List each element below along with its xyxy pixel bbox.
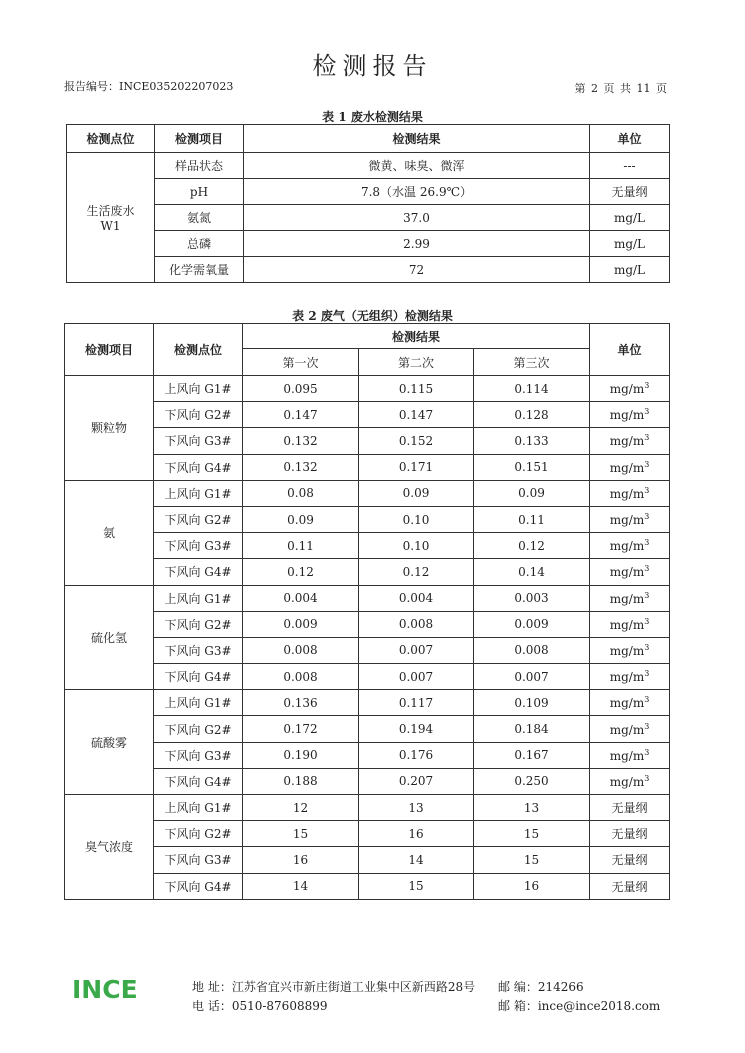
unit-exponent: 3 bbox=[644, 695, 650, 705]
t2-cell-value: 0.114 bbox=[474, 376, 590, 402]
unit-text: mg/m bbox=[609, 565, 645, 580]
t2-cell-value: 14 bbox=[243, 873, 359, 899]
t2-cell-value: 0.008 bbox=[474, 637, 590, 663]
t2-cell-value: 0.095 bbox=[243, 376, 359, 402]
t2-cell-value: 0.184 bbox=[474, 716, 590, 742]
t2-cell-unit bbox=[590, 585, 670, 611]
document-title: 检测报告 bbox=[312, 52, 433, 80]
t2-cell-value: 16 bbox=[243, 847, 359, 873]
unit-text: 无量纲 bbox=[611, 879, 648, 894]
unit-text: 无量纲 bbox=[611, 853, 648, 868]
t2-cell-point: 下风向 G2# bbox=[154, 402, 243, 428]
unit-text: mg/m bbox=[609, 643, 645, 658]
page-info: 第 2 页 共 11 页 bbox=[574, 82, 667, 95]
table-row bbox=[67, 257, 670, 283]
t1-sample-point-code: W1 bbox=[100, 219, 121, 233]
t2-cell-point: 上风向 G1# bbox=[154, 585, 243, 611]
t2-cell-unit bbox=[590, 611, 670, 637]
table-row bbox=[65, 402, 670, 428]
footer-address: 地 址：江苏省宜兴市新庄街道工业集中区新西路28号 bbox=[192, 980, 476, 994]
t2-cell-unit bbox=[590, 480, 670, 506]
unit-exponent: 3 bbox=[644, 669, 650, 679]
t2-cell-value: 0.188 bbox=[243, 768, 359, 794]
unit-exponent: 3 bbox=[644, 512, 650, 522]
t2-cell-value: 15 bbox=[474, 821, 590, 847]
table-row bbox=[65, 847, 670, 873]
t2-cell-value: 0.008 bbox=[359, 611, 474, 637]
t2-cell-value: 0.132 bbox=[243, 454, 359, 480]
t2-cell-value: 0.12 bbox=[474, 533, 590, 559]
t2-cell-value: 0.009 bbox=[243, 611, 359, 637]
table-row bbox=[65, 533, 670, 559]
unit-exponent: 3 bbox=[644, 485, 650, 495]
t2-cell-unit bbox=[590, 664, 670, 690]
unit-text: mg/m bbox=[609, 670, 645, 685]
footer-postcode: 邮 编：214266 bbox=[498, 980, 584, 994]
footer-phone: 电 话：0510-87608899 bbox=[192, 999, 328, 1013]
t1-cell-item: 样品状态 bbox=[155, 153, 244, 179]
unit-exponent: 3 bbox=[644, 407, 650, 417]
t2-cell-value: 14 bbox=[359, 847, 474, 873]
table-row bbox=[65, 821, 670, 847]
t1-sample-point-name: 生活废水 bbox=[86, 204, 135, 218]
t2-cell-value: 15 bbox=[474, 847, 590, 873]
t2-cell-point: 下风向 G3# bbox=[154, 742, 243, 768]
t2-cell-unit bbox=[590, 559, 670, 585]
t2-cell-unit bbox=[590, 402, 670, 428]
t2-pollutant-name: 氨 bbox=[65, 480, 154, 585]
t2-cell-value: 0.08 bbox=[243, 480, 359, 506]
t2-header-point: 检测点位 bbox=[154, 324, 243, 376]
logo-text: INCE bbox=[72, 975, 138, 1003]
table-row bbox=[65, 480, 670, 506]
unit-exponent: 3 bbox=[644, 564, 650, 574]
unit-text: mg/m bbox=[609, 539, 645, 554]
t1-cell-unit: mg/L bbox=[590, 231, 670, 257]
unit-text: mg/m bbox=[609, 408, 645, 423]
unit-text: mg/m bbox=[609, 722, 645, 737]
unit-text: mg/m bbox=[609, 696, 645, 711]
t2-cell-value: 0.004 bbox=[359, 585, 474, 611]
t2-cell-value: 15 bbox=[243, 821, 359, 847]
t2-cell-value: 0.008 bbox=[243, 664, 359, 690]
t2-cell-value: 0.11 bbox=[243, 533, 359, 559]
t2-cell-value: 0.004 bbox=[243, 585, 359, 611]
t2-cell-value: 0.09 bbox=[474, 480, 590, 506]
table-row bbox=[65, 768, 670, 794]
t1-cell-result: 72 bbox=[244, 257, 590, 283]
table-row bbox=[65, 428, 670, 454]
t2-cell-point: 下风向 G4# bbox=[154, 559, 243, 585]
t2-cell-unit bbox=[590, 821, 670, 847]
t1-cell-result: 37.0 bbox=[244, 205, 590, 231]
t2-cell-point: 上风向 G1# bbox=[154, 795, 243, 821]
t2-cell-unit bbox=[590, 506, 670, 532]
t1-cell-item: 总磷 bbox=[155, 231, 244, 257]
t1-cell-result: 微黄、味臭、微浑 bbox=[244, 153, 590, 179]
table-row bbox=[67, 153, 670, 179]
t2-cell-value: 0.10 bbox=[359, 533, 474, 559]
unit-text: mg/m bbox=[609, 434, 645, 449]
table-row bbox=[67, 231, 670, 257]
unit-exponent: 3 bbox=[644, 773, 650, 783]
footer-email: 邮 箱：ince@ince2018.com bbox=[498, 999, 661, 1013]
t2-pollutant-name: 颗粒物 bbox=[65, 376, 154, 481]
unit-text: mg/m bbox=[609, 748, 645, 763]
unit-text: mg/m bbox=[609, 460, 645, 475]
table-row bbox=[65, 795, 670, 821]
t1-cell-item: 化学需氧量 bbox=[155, 257, 244, 283]
waste-gas-table bbox=[64, 323, 670, 900]
unit-text: mg/m bbox=[609, 513, 645, 528]
t2-cell-unit bbox=[590, 690, 670, 716]
unit-exponent: 3 bbox=[644, 433, 650, 443]
unit-exponent: 3 bbox=[644, 459, 650, 469]
t2-cell-value: 0.11 bbox=[474, 506, 590, 532]
t2-cell-unit bbox=[590, 454, 670, 480]
t2-cell-point: 下风向 G4# bbox=[154, 768, 243, 794]
t2-cell-point: 下风向 G3# bbox=[154, 637, 243, 663]
t2-cell-point: 下风向 G4# bbox=[154, 454, 243, 480]
t2-cell-point: 下风向 G3# bbox=[154, 533, 243, 559]
t2-cell-value: 0.190 bbox=[243, 742, 359, 768]
unit-text: mg/m bbox=[609, 617, 645, 632]
t2-cell-value: 0.250 bbox=[474, 768, 590, 794]
t2-cell-point: 下风向 G4# bbox=[154, 873, 243, 899]
table-row bbox=[65, 506, 670, 532]
t2-cell-unit bbox=[590, 716, 670, 742]
unit-text: mg/m bbox=[609, 486, 645, 501]
t1-cell-unit: 无量纲 bbox=[590, 179, 670, 205]
unit-text: 无量纲 bbox=[611, 801, 648, 816]
t2-cell-point: 上风向 G1# bbox=[154, 480, 243, 506]
t2-cell-value: 0.115 bbox=[359, 376, 474, 402]
table-row bbox=[65, 559, 670, 585]
unit-text: 无量纲 bbox=[611, 827, 648, 842]
t2-cell-value: 0.132 bbox=[243, 428, 359, 454]
t1-cell-result: 7.8（水温 26.9℃） bbox=[244, 179, 590, 205]
t2-header-run-2: 第二次 bbox=[359, 349, 474, 376]
t2-cell-unit bbox=[590, 847, 670, 873]
t2-cell-point: 下风向 G4# bbox=[154, 664, 243, 690]
unit-exponent: 3 bbox=[644, 721, 650, 731]
t2-cell-value: 0.128 bbox=[474, 402, 590, 428]
t1-sample-point bbox=[67, 153, 155, 283]
t2-cell-point: 下风向 G2# bbox=[154, 821, 243, 847]
t2-cell-value: 0.007 bbox=[359, 637, 474, 663]
t2-cell-point: 下风向 G2# bbox=[154, 611, 243, 637]
t2-cell-point: 下风向 G3# bbox=[154, 847, 243, 873]
unit-exponent: 3 bbox=[644, 747, 650, 757]
t1-cell-unit: mg/L bbox=[590, 257, 670, 283]
t2-header-unit: 单位 bbox=[590, 324, 670, 376]
wastewater-table bbox=[66, 124, 670, 283]
unit-exponent: 3 bbox=[644, 538, 650, 548]
table1-caption: 表 1 废水检测结果 bbox=[322, 110, 423, 124]
t1-header-point: 检测点位 bbox=[67, 125, 155, 153]
table-row bbox=[65, 611, 670, 637]
t2-cell-unit bbox=[590, 637, 670, 663]
table-row bbox=[67, 179, 670, 205]
t2-cell-value: 0.167 bbox=[474, 742, 590, 768]
unit-exponent: 3 bbox=[644, 642, 650, 652]
t2-cell-value: 0.12 bbox=[243, 559, 359, 585]
t2-pollutant-name: 硫酸雾 bbox=[65, 690, 154, 795]
t2-cell-unit bbox=[590, 533, 670, 559]
table-row bbox=[65, 742, 670, 768]
t2-cell-value: 13 bbox=[474, 795, 590, 821]
t2-cell-value: 0.007 bbox=[474, 664, 590, 690]
t2-cell-value: 0.176 bbox=[359, 742, 474, 768]
t2-cell-value: 0.147 bbox=[243, 402, 359, 428]
table-row bbox=[67, 205, 670, 231]
t2-cell-value: 12 bbox=[243, 795, 359, 821]
t2-header-item: 检测项目 bbox=[65, 324, 154, 376]
t2-cell-value: 0.14 bbox=[474, 559, 590, 585]
t2-cell-value: 0.207 bbox=[359, 768, 474, 794]
t2-cell-value: 15 bbox=[359, 873, 474, 899]
t2-cell-value: 0.117 bbox=[359, 690, 474, 716]
t2-cell-value: 16 bbox=[474, 873, 590, 899]
t2-cell-value: 0.171 bbox=[359, 454, 474, 480]
unit-text: mg/m bbox=[609, 591, 645, 606]
t2-cell-point: 下风向 G3# bbox=[154, 428, 243, 454]
t2-cell-value: 0.152 bbox=[359, 428, 474, 454]
table-row bbox=[65, 873, 670, 899]
t2-cell-value: 0.133 bbox=[474, 428, 590, 454]
t2-header-result: 检测结果 bbox=[243, 324, 590, 349]
t1-cell-item: pH bbox=[155, 179, 244, 205]
t2-cell-point: 下风向 G2# bbox=[154, 716, 243, 742]
t2-cell-unit bbox=[590, 873, 670, 899]
t2-cell-value: 16 bbox=[359, 821, 474, 847]
table-row bbox=[65, 690, 670, 716]
t2-cell-value: 0.007 bbox=[359, 664, 474, 690]
t2-cell-value: 0.12 bbox=[359, 559, 474, 585]
table-row bbox=[65, 716, 670, 742]
ince-logo bbox=[72, 975, 162, 1003]
t2-cell-value: 0.194 bbox=[359, 716, 474, 742]
t2-cell-point: 上风向 G1# bbox=[154, 376, 243, 402]
t2-cell-value: 0.151 bbox=[474, 454, 590, 480]
t2-cell-value: 0.10 bbox=[359, 506, 474, 532]
t2-cell-unit bbox=[590, 428, 670, 454]
t1-header-unit: 单位 bbox=[590, 125, 670, 153]
t2-cell-unit bbox=[590, 376, 670, 402]
unit-exponent: 3 bbox=[644, 590, 650, 600]
t2-cell-value: 0.109 bbox=[474, 690, 590, 716]
table-row bbox=[65, 376, 670, 402]
t2-header-run-3: 第三次 bbox=[474, 349, 590, 376]
t2-cell-value: 0.009 bbox=[474, 611, 590, 637]
table-row bbox=[65, 585, 670, 611]
t2-pollutant-name: 硫化氢 bbox=[65, 585, 154, 690]
unit-text: mg/m bbox=[609, 382, 645, 397]
t2-cell-value: 13 bbox=[359, 795, 474, 821]
unit-exponent: 3 bbox=[644, 381, 650, 391]
table2-caption: 表 2 废气（无组织）检测结果 bbox=[292, 309, 453, 323]
table-row bbox=[65, 454, 670, 480]
t2-pollutant-name: 臭气浓度 bbox=[65, 795, 154, 900]
t2-cell-unit bbox=[590, 768, 670, 794]
unit-text: mg/m bbox=[609, 774, 645, 789]
t2-cell-value: 0.008 bbox=[243, 637, 359, 663]
table-row bbox=[65, 637, 670, 663]
t2-cell-value: 0.003 bbox=[474, 585, 590, 611]
t1-cell-unit: mg/L bbox=[590, 205, 670, 231]
t1-cell-unit: --- bbox=[590, 153, 670, 179]
t2-cell-value: 0.147 bbox=[359, 402, 474, 428]
report-number: 报告编号：INCE035202207023 bbox=[64, 80, 234, 93]
table-row bbox=[65, 664, 670, 690]
t2-cell-unit bbox=[590, 742, 670, 768]
t2-cell-value: 0.09 bbox=[359, 480, 474, 506]
t2-cell-unit bbox=[590, 795, 670, 821]
t2-cell-point: 下风向 G2# bbox=[154, 506, 243, 532]
t2-cell-value: 0.172 bbox=[243, 716, 359, 742]
t2-header-run-1: 第一次 bbox=[243, 349, 359, 376]
t2-cell-value: 0.09 bbox=[243, 506, 359, 532]
t2-cell-value: 0.136 bbox=[243, 690, 359, 716]
t1-cell-item: 氨氮 bbox=[155, 205, 244, 231]
t1-header-item: 检测项目 bbox=[155, 125, 244, 153]
unit-exponent: 3 bbox=[644, 616, 650, 626]
t1-cell-result: 2.99 bbox=[244, 231, 590, 257]
t1-header-result: 检测结果 bbox=[244, 125, 590, 153]
t2-cell-point: 上风向 G1# bbox=[154, 690, 243, 716]
